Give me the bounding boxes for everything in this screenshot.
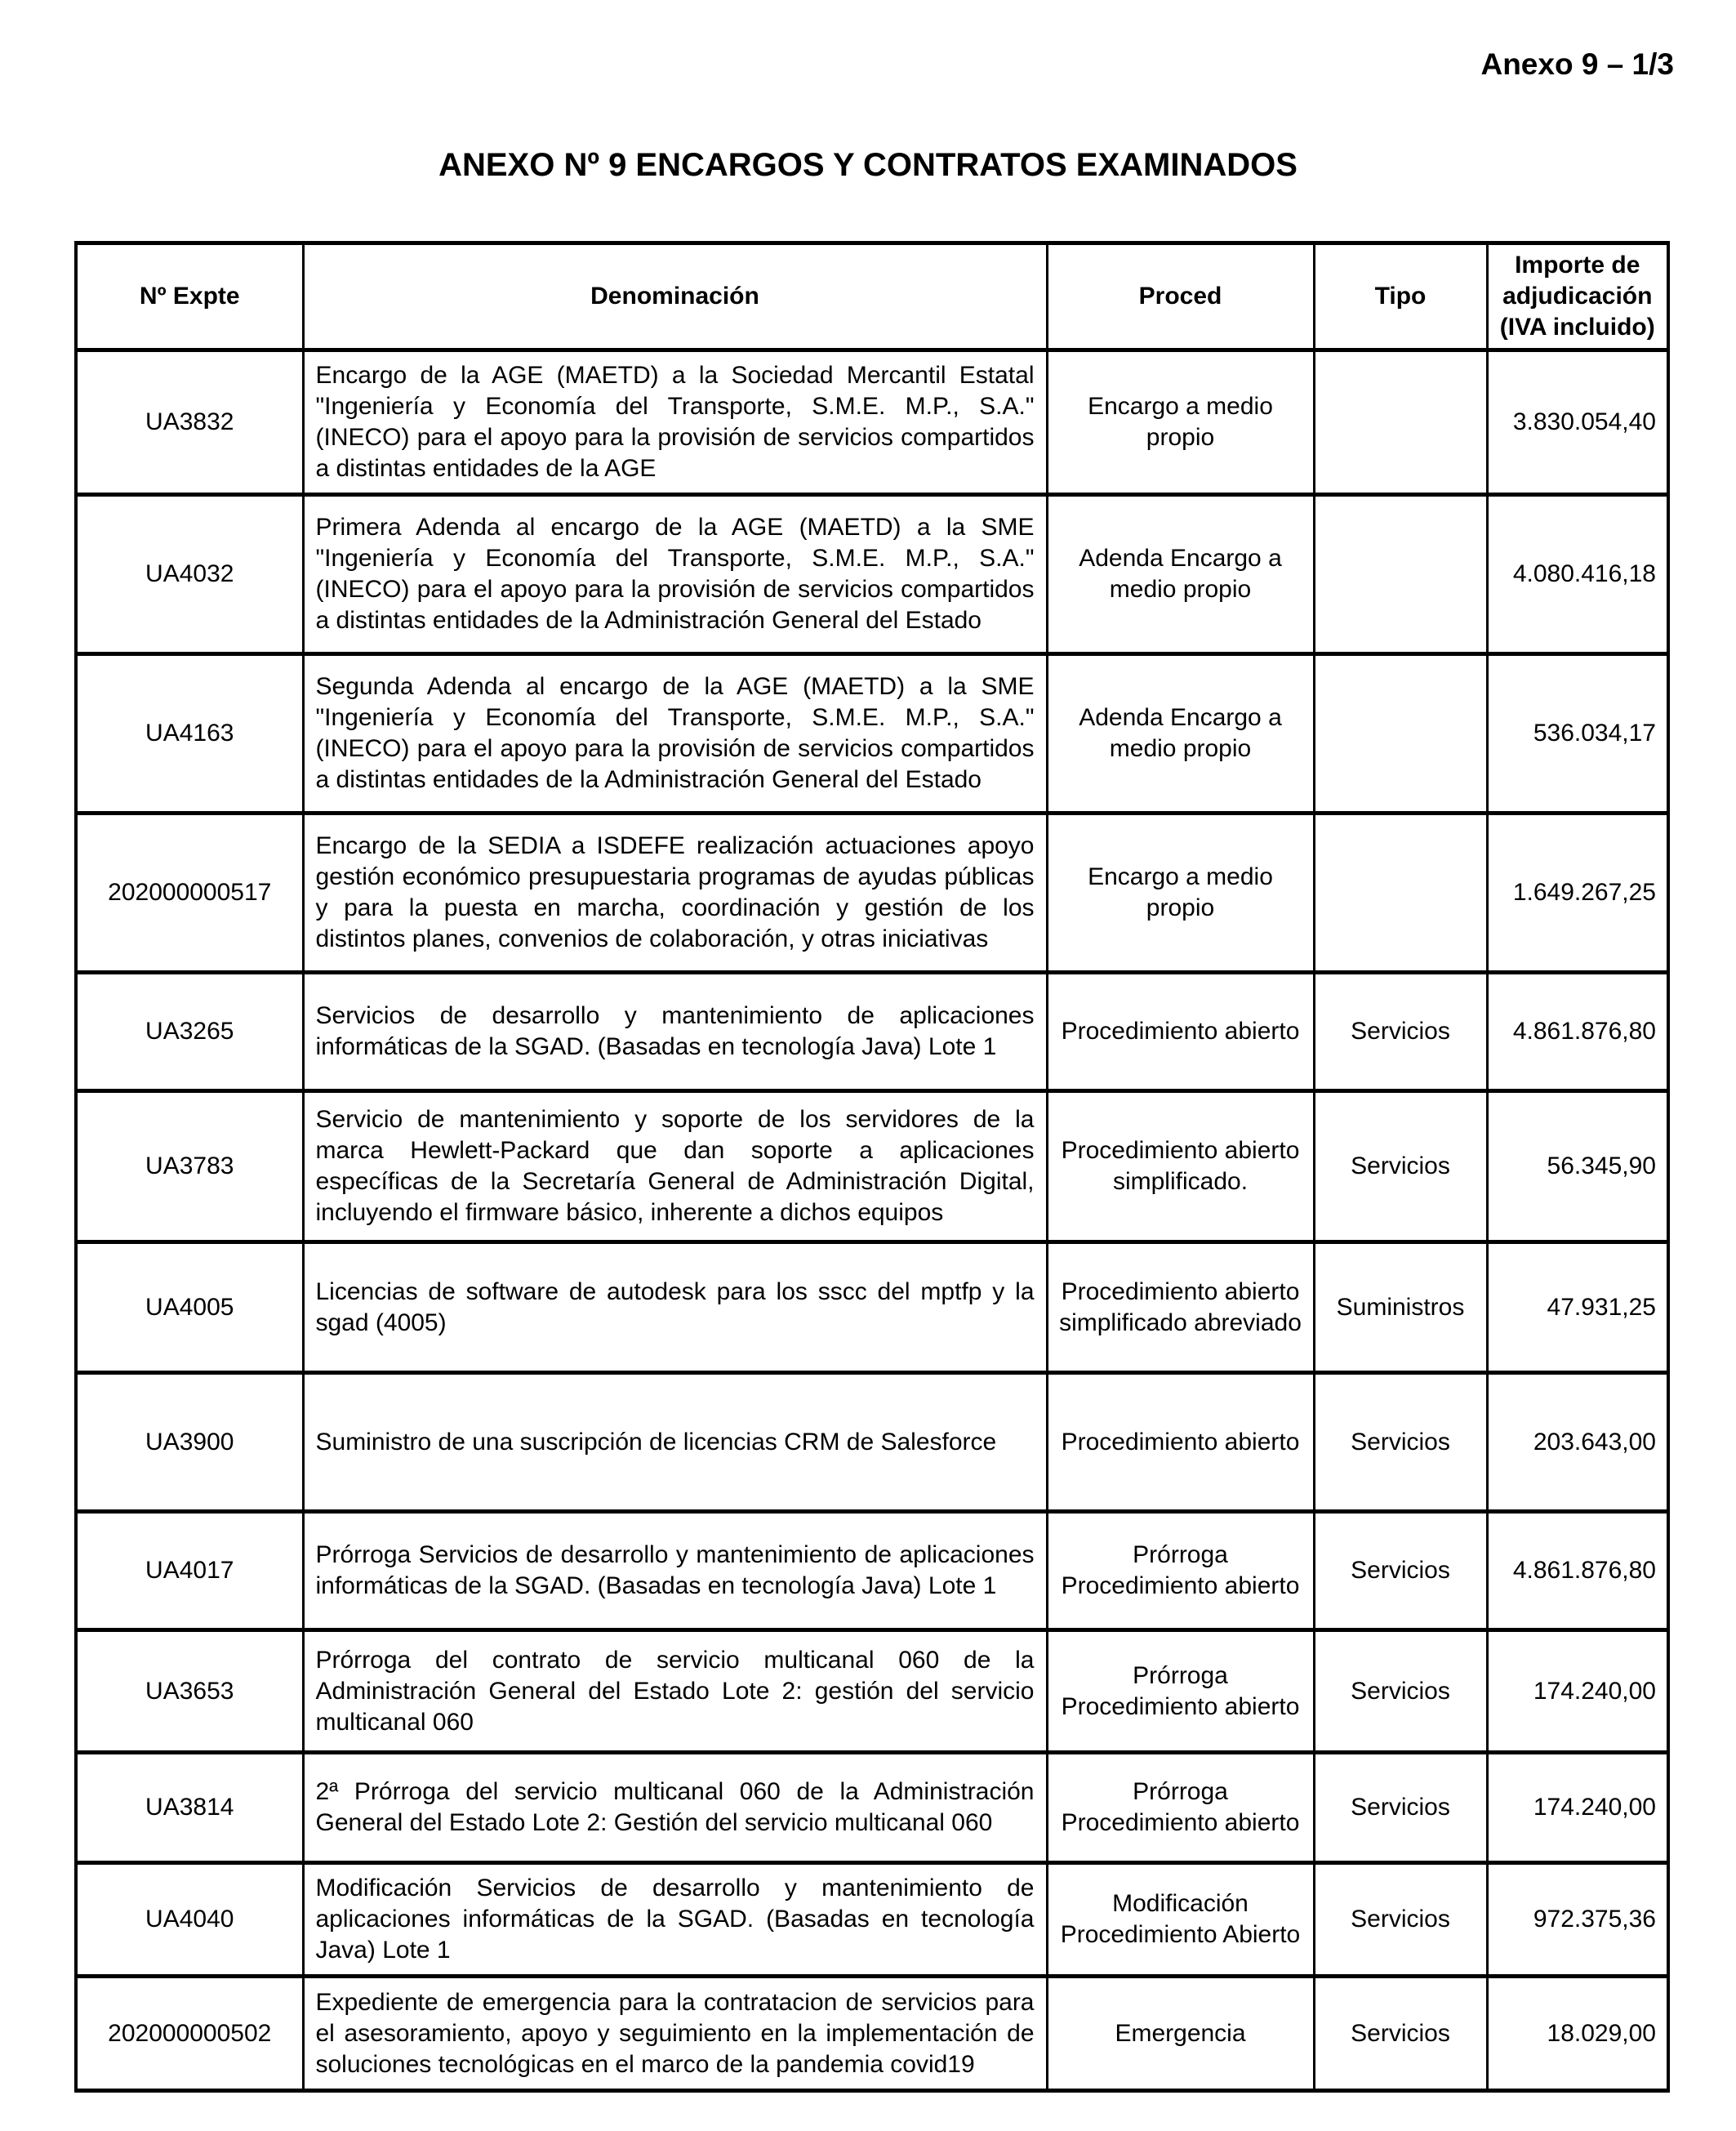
denominacion-cell: Licencias de software de autodesk para los sscc del mptfp y la sgad (4005) — [303, 1242, 1047, 1373]
importe-cell: 203.643,00 — [1487, 1373, 1668, 1512]
proced-cell: Procedimiento abierto — [1047, 973, 1314, 1091]
proced-cell: Procedimiento abierto simplificado. — [1047, 1091, 1314, 1242]
expte-cell: UA3783 — [76, 1091, 303, 1242]
proced-cell: Prórroga Procedimiento abierto — [1047, 1630, 1314, 1753]
expte-cell: UA4017 — [76, 1512, 303, 1630]
tipo-cell: Servicios — [1314, 1753, 1487, 1863]
tipo-cell: Suministros — [1314, 1242, 1487, 1373]
tipo-cell — [1314, 654, 1487, 814]
contracts-table — [74, 241, 1670, 2093]
expte-cell: UA3832 — [76, 350, 303, 495]
tipo-cell: Servicios — [1314, 973, 1487, 1091]
header-denominacion: Denominación — [303, 243, 1047, 350]
page-title: ANEXO Nº 9 ENCARGOS Y CONTRATOS EXAMINADOS — [438, 147, 1298, 183]
table-body — [76, 350, 1668, 2091]
table-row — [76, 1977, 1668, 2091]
importe-cell: 972.375,36 — [1487, 1863, 1668, 1977]
denominacion-cell: Encargo de la SEDIA a ISDEFE realización actuaciones apoyo gestión económico presupuestaria programas de ayudas públicas y para la puesta en marcha, coordinación y gestión de los distintos planes, convenios de colaboración, y otras iniciativas — [303, 814, 1047, 973]
denominacion-cell: Prórroga del contrato de servicio multicanal 060 de la Administración General del Estado Lote 2: gestión del servicio multicanal 060 — [303, 1630, 1047, 1753]
expte-cell: UA3653 — [76, 1630, 303, 1753]
denominacion-cell: Suministro de una suscripción de licencias CRM de Salesforce — [303, 1373, 1047, 1512]
table-row — [76, 1242, 1668, 1373]
table-row — [76, 350, 1668, 495]
importe-cell: 56.345,90 — [1487, 1091, 1668, 1242]
expte-cell: UA4032 — [76, 495, 303, 654]
proced-cell: Emergencia — [1047, 1977, 1314, 2091]
proced-cell: Adenda Encargo a medio propio — [1047, 654, 1314, 814]
proced-cell: Prórroga Procedimiento abierto — [1047, 1512, 1314, 1630]
importe-cell: 4.861.876,80 — [1487, 973, 1668, 1091]
denominacion-cell: Encargo de la AGE (MAETD) a la Sociedad Mercantil Estatal "Ingeniería y Economía del Transporte, S.M.E. M.P., S.A." (INECO) para el apoyo para la provisión de servicios compartidos a distintas entidades de la AGE — [303, 350, 1047, 495]
denominacion-cell: Modificación Servicios de desarrollo y mantenimiento de aplicaciones informáticas de la SGAD. (Basadas en tecnología Java) Lote 1 — [303, 1863, 1047, 1977]
proced-cell: Procedimiento abierto — [1047, 1373, 1314, 1512]
table-row — [76, 973, 1668, 1091]
tipo-cell: Servicios — [1314, 1630, 1487, 1753]
header-expte: Nº Expte — [76, 243, 303, 350]
denominacion-cell: Servicio de mantenimiento y soporte de los servidores de la marca Hewlett-Packard que dan soporte a aplicaciones específicas de la Secretaría General de Administración Digital, incluyendo el firmware básico, inherente a dichos equipos — [303, 1091, 1047, 1242]
table-row — [76, 1753, 1668, 1863]
tipo-cell — [1314, 495, 1487, 654]
importe-cell: 4.080.416,18 — [1487, 495, 1668, 654]
importe-cell: 174.240,00 — [1487, 1630, 1668, 1753]
denominacion-cell: Primera Adenda al encargo de la AGE (MAETD) a la SME "Ingeniería y Economía del Transporte, S.M.E. M.P., S.A." (INECO) para el apoyo para la provisión de servicios compartidos a distintas entidades de la Administración General del Estado — [303, 495, 1047, 654]
proced-cell: Modificación Procedimiento Abierto — [1047, 1863, 1314, 1977]
importe-cell: 174.240,00 — [1487, 1753, 1668, 1863]
importe-cell: 4.861.876,80 — [1487, 1512, 1668, 1630]
proced-cell: Encargo a medio propio — [1047, 814, 1314, 973]
table-row — [76, 1373, 1668, 1512]
expte-cell: 202000000517 — [76, 814, 303, 973]
tipo-cell — [1314, 814, 1487, 973]
expte-cell: UA4005 — [76, 1242, 303, 1373]
importe-cell: 3.830.054,40 — [1487, 350, 1668, 495]
table-row — [76, 1630, 1668, 1753]
expte-cell: UA3900 — [76, 1373, 303, 1512]
expte-cell: UA4040 — [76, 1863, 303, 1977]
importe-cell: 47.931,25 — [1487, 1242, 1668, 1373]
expte-cell: UA3814 — [76, 1753, 303, 1863]
header-importe: Importe de adjudicación (IVA incluido) — [1487, 243, 1668, 350]
proced-cell: Adenda Encargo a medio propio — [1047, 495, 1314, 654]
table-header-row — [76, 243, 1668, 350]
table-row — [76, 495, 1668, 654]
corner-label: Anexo 9 – 1/3 — [1480, 47, 1674, 81]
denominacion-cell: Expediente de emergencia para la contratacion de servicios para el asesoramiento, apoyo y seguimiento en la implementación de soluciones tecnológicas en el marco de la pandemia covid19 — [303, 1977, 1047, 2091]
table-row — [76, 1512, 1668, 1630]
tipo-cell: Servicios — [1314, 1863, 1487, 1977]
denominacion-cell: Servicios de desarrollo y mantenimiento de aplicaciones informáticas de la SGAD. (Basadas en tecnología Java) Lote 1 — [303, 973, 1047, 1091]
denominacion-cell: 2ª Prórroga del servicio multicanal 060 de la Administración General del Estado Lote 2: Gestión del servicio multicanal 060 — [303, 1753, 1047, 1863]
expte-cell: 202000000502 — [76, 1977, 303, 2091]
importe-cell: 1.649.267,25 — [1487, 814, 1668, 973]
table-row — [76, 1091, 1668, 1242]
tipo-cell — [1314, 350, 1487, 495]
proced-cell: Procedimiento abierto simplificado abreviado — [1047, 1242, 1314, 1373]
importe-cell: 18.029,00 — [1487, 1977, 1668, 2091]
expte-cell: UA3265 — [76, 973, 303, 1091]
tipo-cell: Servicios — [1314, 1977, 1487, 2091]
importe-cell: 536.034,17 — [1487, 654, 1668, 814]
denominacion-cell: Prórroga Servicios de desarrollo y mantenimiento de aplicaciones informáticas de la SGAD. (Basadas en tecnología Java) Lote 1 — [303, 1512, 1047, 1630]
table-row — [76, 654, 1668, 814]
table-row — [76, 1863, 1668, 1977]
proced-cell: Prórroga Procedimiento abierto — [1047, 1753, 1314, 1863]
denominacion-cell: Segunda Adenda al encargo de la AGE (MAETD) a la SME "Ingeniería y Economía del Transporte, S.M.E. M.P., S.A." (INECO) para el apoyo para la provisión de servicios compartidos a distintas entidades de la Administración General del Estado — [303, 654, 1047, 814]
header-tipo: Tipo — [1314, 243, 1487, 350]
tipo-cell: Servicios — [1314, 1512, 1487, 1630]
expte-cell: UA4163 — [76, 654, 303, 814]
header-proced: Proced — [1047, 243, 1314, 350]
table-row — [76, 814, 1668, 973]
tipo-cell: Servicios — [1314, 1091, 1487, 1242]
tipo-cell: Servicios — [1314, 1373, 1487, 1512]
proced-cell: Encargo a medio propio — [1047, 350, 1314, 495]
